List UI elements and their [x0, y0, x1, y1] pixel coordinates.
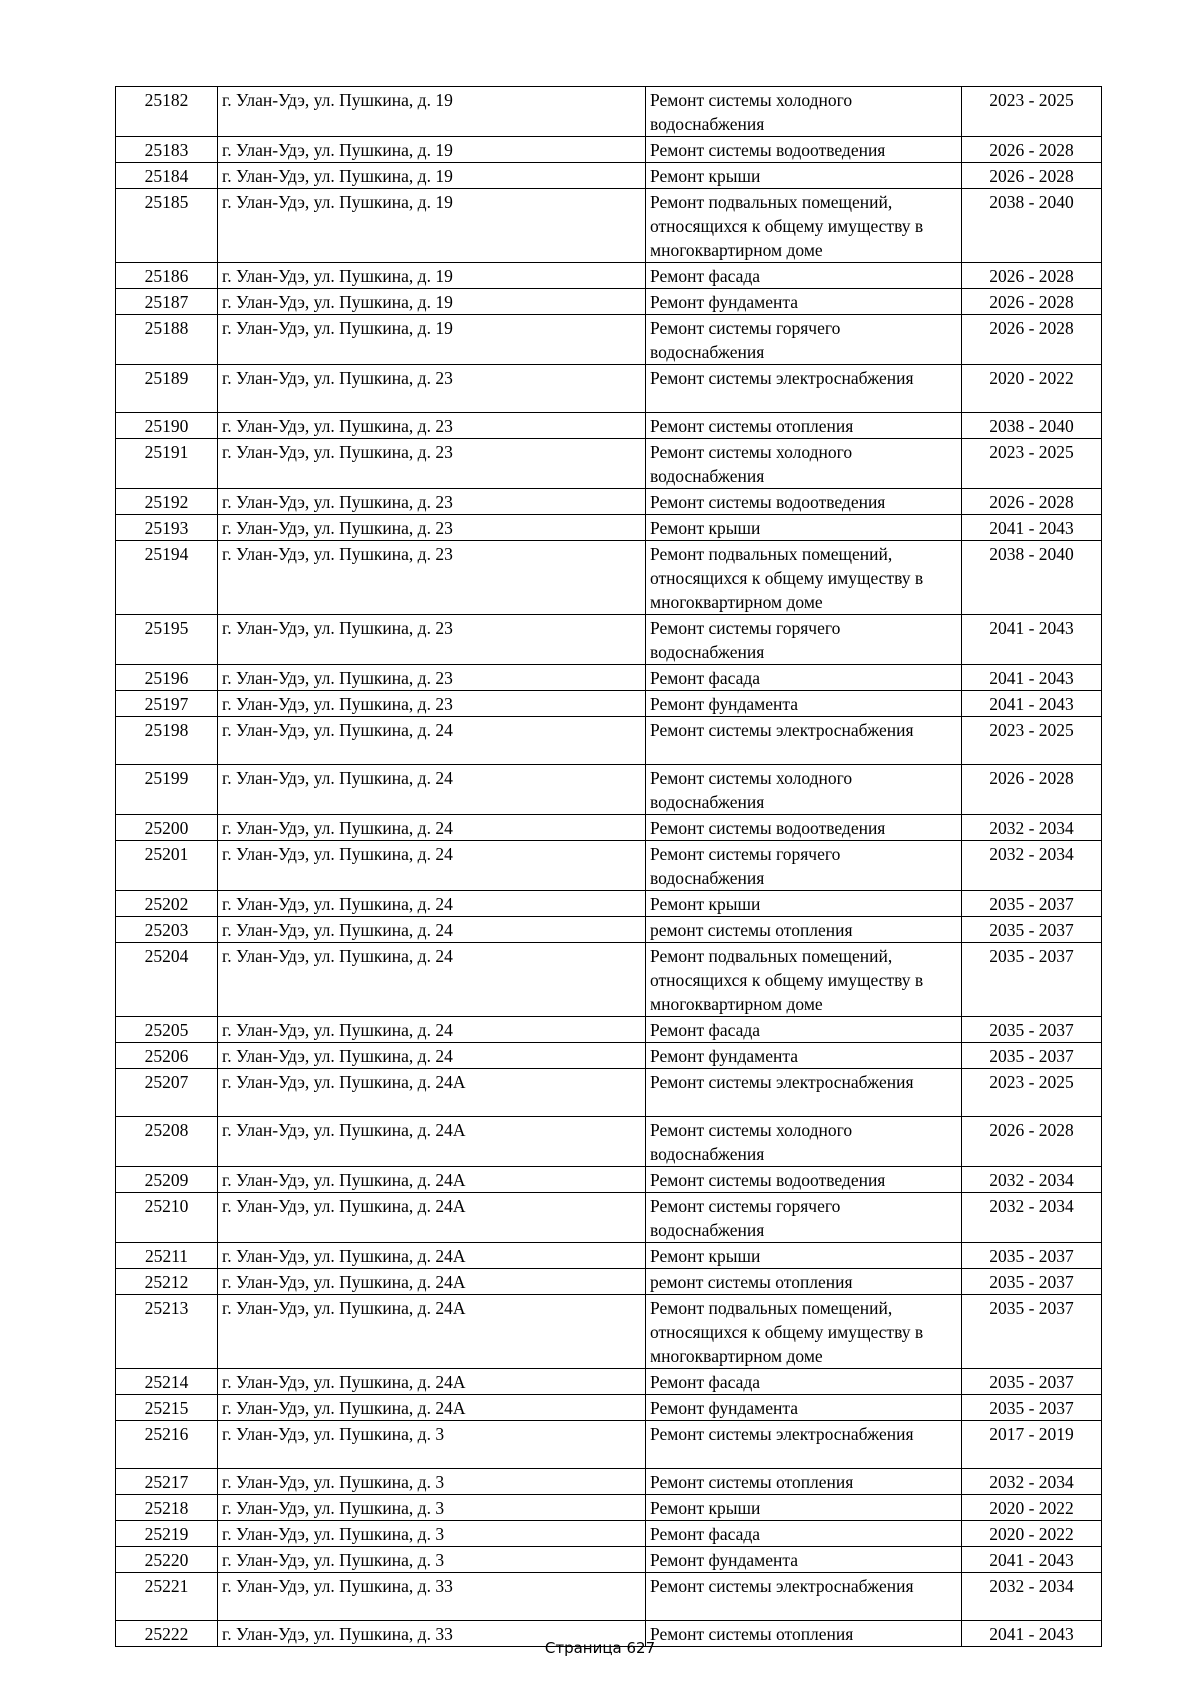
table-row — [116, 1295, 1102, 1369]
row-number: 25205 — [116, 1017, 218, 1043]
table-row — [116, 1521, 1102, 1547]
row-work-type: Ремонт фасада — [646, 1369, 962, 1395]
row-address: г. Улан-Удэ, ул. Пушкина, д. 19 — [218, 263, 646, 289]
row-number: 25187 — [116, 289, 218, 315]
row-work-type: Ремонт системы отопления — [646, 1621, 962, 1647]
table-row — [116, 1547, 1102, 1573]
row-address: г. Улан-Удэ, ул. Пушкина, д. 24 — [218, 1043, 646, 1069]
row-number: 25199 — [116, 765, 218, 815]
row-number: 25185 — [116, 189, 218, 263]
row-period: 2026 - 2028 — [962, 489, 1102, 515]
row-address: г. Улан-Удэ, ул. Пушкина, д. 24А — [218, 1117, 646, 1167]
table-row — [116, 189, 1102, 263]
row-number: 25186 — [116, 263, 218, 289]
row-number: 25189 — [116, 365, 218, 413]
row-address: г. Улан-Удэ, ул. Пушкина, д. 24А — [218, 1395, 646, 1421]
table-row — [116, 1043, 1102, 1069]
row-address: г. Улан-Удэ, ул. Пушкина, д. 19 — [218, 289, 646, 315]
row-work-type: ремонт системы отопления — [646, 917, 962, 943]
row-work-type: Ремонт системы горячего водоснабжения — [646, 315, 962, 365]
table-row — [116, 515, 1102, 541]
row-address: г. Улан-Удэ, ул. Пушкина, д. 19 — [218, 315, 646, 365]
repair-schedule-table — [115, 86, 1102, 1647]
row-period: 2023 - 2025 — [962, 87, 1102, 137]
table-row — [116, 315, 1102, 365]
row-work-type: Ремонт системы электроснабжения — [646, 1573, 962, 1621]
row-period: 2032 - 2034 — [962, 815, 1102, 841]
table-row — [116, 841, 1102, 891]
row-address: г. Улан-Удэ, ул. Пушкина, д. 24А — [218, 1295, 646, 1369]
table-row — [116, 665, 1102, 691]
row-number: 25198 — [116, 717, 218, 765]
row-period: 2020 - 2022 — [962, 1521, 1102, 1547]
row-address: г. Улан-Удэ, ул. Пушкина, д. 24 — [218, 815, 646, 841]
row-period: 2035 - 2037 — [962, 1243, 1102, 1269]
row-period: 2035 - 2037 — [962, 1269, 1102, 1295]
row-address: г. Улан-Удэ, ул. Пушкина, д. 24 — [218, 917, 646, 943]
row-number: 25197 — [116, 691, 218, 717]
row-address: г. Улан-Удэ, ул. Пушкина, д. 23 — [218, 515, 646, 541]
row-period: 2035 - 2037 — [962, 943, 1102, 1017]
row-work-type: Ремонт фасада — [646, 665, 962, 691]
table-body — [116, 87, 1102, 1647]
row-address: г. Улан-Удэ, ул. Пушкина, д. 19 — [218, 87, 646, 137]
row-work-type: Ремонт крыши — [646, 515, 962, 541]
table-row — [116, 1069, 1102, 1117]
row-address: г. Улан-Удэ, ул. Пушкина, д. 23 — [218, 541, 646, 615]
row-work-type: Ремонт подвальных помещений, относящихся к общему имуществу в многоквартирном доме — [646, 1295, 962, 1369]
row-number: 25210 — [116, 1193, 218, 1243]
table-row — [116, 1017, 1102, 1043]
row-address: г. Улан-Удэ, ул. Пушкина, д. 24А — [218, 1069, 646, 1117]
table-row — [116, 1117, 1102, 1167]
row-period: 2026 - 2028 — [962, 315, 1102, 365]
row-period: 2026 - 2028 — [962, 137, 1102, 163]
table-row — [116, 1269, 1102, 1295]
row-period: 2041 - 2043 — [962, 665, 1102, 691]
row-work-type: Ремонт фасада — [646, 263, 962, 289]
row-period: 2041 - 2043 — [962, 1621, 1102, 1647]
row-period: 2026 - 2028 — [962, 765, 1102, 815]
row-number: 25191 — [116, 439, 218, 489]
row-work-type: Ремонт фундамента — [646, 1547, 962, 1573]
row-address: г. Улан-Удэ, ул. Пушкина, д. 3 — [218, 1421, 646, 1469]
row-work-type: Ремонт крыши — [646, 1243, 962, 1269]
row-work-type: Ремонт системы горячего водоснабжения — [646, 615, 962, 665]
row-number: 25211 — [116, 1243, 218, 1269]
row-work-type: Ремонт фундамента — [646, 289, 962, 315]
row-period: 2035 - 2037 — [962, 1017, 1102, 1043]
table-row — [116, 413, 1102, 439]
row-work-type: Ремонт системы отопления — [646, 413, 962, 439]
row-number: 25215 — [116, 1395, 218, 1421]
row-number: 25182 — [116, 87, 218, 137]
table-row — [116, 815, 1102, 841]
table-row — [116, 87, 1102, 137]
row-period: 2041 - 2043 — [962, 515, 1102, 541]
row-number: 25206 — [116, 1043, 218, 1069]
row-work-type: Ремонт системы горячего водоснабжения — [646, 1193, 962, 1243]
row-period: 2020 - 2022 — [962, 1495, 1102, 1521]
row-number: 25194 — [116, 541, 218, 615]
row-work-type: Ремонт системы отопления — [646, 1469, 962, 1495]
table-row — [116, 615, 1102, 665]
row-work-type: Ремонт фундамента — [646, 1395, 962, 1421]
row-address: г. Улан-Удэ, ул. Пушкина, д. 24А — [218, 1167, 646, 1193]
table-row — [116, 1243, 1102, 1269]
row-work-type: Ремонт системы электроснабжения — [646, 1069, 962, 1117]
row-address: г. Улан-Удэ, ул. Пушкина, д. 3 — [218, 1521, 646, 1547]
row-number: 25208 — [116, 1117, 218, 1167]
row-work-type: Ремонт системы электроснабжения — [646, 1421, 962, 1469]
row-number: 25204 — [116, 943, 218, 1017]
row-address: г. Улан-Удэ, ул. Пушкина, д. 24 — [218, 891, 646, 917]
row-period: 2035 - 2037 — [962, 1295, 1102, 1369]
row-address: г. Улан-Удэ, ул. Пушкина, д. 24А — [218, 1269, 646, 1295]
table-row — [116, 717, 1102, 765]
table-row — [116, 137, 1102, 163]
row-work-type: Ремонт фундамента — [646, 691, 962, 717]
row-work-type: Ремонт системы водоотведения — [646, 489, 962, 515]
row-work-type: Ремонт подвальных помещений, относящихся к общему имуществу в многоквартирном доме — [646, 541, 962, 615]
table-row — [116, 1573, 1102, 1621]
table-row — [116, 891, 1102, 917]
row-work-type: Ремонт фундамента — [646, 1043, 962, 1069]
table-row — [116, 1395, 1102, 1421]
row-period: 2035 - 2037 — [962, 1395, 1102, 1421]
row-number: 25214 — [116, 1369, 218, 1395]
row-period: 2026 - 2028 — [962, 263, 1102, 289]
row-number: 25195 — [116, 615, 218, 665]
table-row — [116, 1167, 1102, 1193]
row-work-type: Ремонт крыши — [646, 1495, 962, 1521]
row-period: 2041 - 2043 — [962, 615, 1102, 665]
row-number: 25190 — [116, 413, 218, 439]
row-address: г. Улан-Удэ, ул. Пушкина, д. 19 — [218, 163, 646, 189]
row-period: 2020 - 2022 — [962, 365, 1102, 413]
row-period: 2041 - 2043 — [962, 1547, 1102, 1573]
table-row — [116, 943, 1102, 1017]
row-period: 2017 - 2019 — [962, 1421, 1102, 1469]
row-period: 2023 - 2025 — [962, 439, 1102, 489]
page-number: Страница 627 — [544, 1639, 656, 1657]
row-address: г. Улан-Удэ, ул. Пушкина, д. 24А — [218, 1193, 646, 1243]
row-work-type: Ремонт системы водоотведения — [646, 137, 962, 163]
table-row — [116, 1495, 1102, 1521]
row-period: 2032 - 2034 — [962, 1167, 1102, 1193]
row-period: 2035 - 2037 — [962, 1043, 1102, 1069]
row-number: 25202 — [116, 891, 218, 917]
row-period: 2026 - 2028 — [962, 163, 1102, 189]
table-row — [116, 163, 1102, 189]
row-number: 25188 — [116, 315, 218, 365]
row-work-type: Ремонт системы горячего водоснабжения — [646, 841, 962, 891]
row-period: 2032 - 2034 — [962, 1573, 1102, 1621]
row-address: г. Улан-Удэ, ул. Пушкина, д. 33 — [218, 1621, 646, 1647]
row-work-type: Ремонт системы электроснабжения — [646, 365, 962, 413]
row-address: г. Улан-Удэ, ул. Пушкина, д. 19 — [218, 137, 646, 163]
row-address: г. Улан-Удэ, ул. Пушкина, д. 24 — [218, 841, 646, 891]
row-number: 25219 — [116, 1521, 218, 1547]
row-address: г. Улан-Удэ, ул. Пушкина, д. 24 — [218, 717, 646, 765]
row-address: г. Улан-Удэ, ул. Пушкина, д. 23 — [218, 691, 646, 717]
row-period: 2032 - 2034 — [962, 1469, 1102, 1495]
row-period: 2035 - 2037 — [962, 917, 1102, 943]
row-address: г. Улан-Удэ, ул. Пушкина, д. 3 — [218, 1469, 646, 1495]
row-address: г. Улан-Удэ, ул. Пушкина, д. 23 — [218, 365, 646, 413]
row-period: 2041 - 2043 — [962, 691, 1102, 717]
row-period: 2038 - 2040 — [962, 189, 1102, 263]
row-period: 2032 - 2034 — [962, 1193, 1102, 1243]
row-work-type: Ремонт фасада — [646, 1017, 962, 1043]
table-row — [116, 1469, 1102, 1495]
row-work-type: Ремонт фасада — [646, 1521, 962, 1547]
row-address: г. Улан-Удэ, ул. Пушкина, д. 3 — [218, 1547, 646, 1573]
row-address: г. Улан-Удэ, ул. Пушкина, д. 23 — [218, 665, 646, 691]
row-address: г. Улан-Удэ, ул. Пушкина, д. 23 — [218, 413, 646, 439]
table-row — [116, 365, 1102, 413]
row-address: г. Улан-Удэ, ул. Пушкина, д. 23 — [218, 489, 646, 515]
row-work-type: Ремонт системы холодного водоснабжения — [646, 87, 962, 137]
table-row — [116, 1421, 1102, 1469]
row-number: 25183 — [116, 137, 218, 163]
row-period: 2032 - 2034 — [962, 841, 1102, 891]
row-work-type: Ремонт подвальных помещений, относящихся к общему имуществу в многоквартирном доме — [646, 189, 962, 263]
table-row — [116, 917, 1102, 943]
row-period: 2026 - 2028 — [962, 1117, 1102, 1167]
row-number: 25200 — [116, 815, 218, 841]
table-row — [116, 541, 1102, 615]
table-row — [116, 691, 1102, 717]
table-row — [116, 263, 1102, 289]
row-work-type: Ремонт системы водоотведения — [646, 815, 962, 841]
row-period: 2023 - 2025 — [962, 717, 1102, 765]
table-row — [116, 1193, 1102, 1243]
row-number: 25192 — [116, 489, 218, 515]
row-number: 25218 — [116, 1495, 218, 1521]
row-address: г. Улан-Удэ, ул. Пушкина, д. 23 — [218, 615, 646, 665]
row-work-type: Ремонт системы холодного водоснабжения — [646, 765, 962, 815]
row-period: 2038 - 2040 — [962, 541, 1102, 615]
row-number: 25217 — [116, 1469, 218, 1495]
row-number: 25207 — [116, 1069, 218, 1117]
table-row — [116, 765, 1102, 815]
row-work-type: ремонт системы отопления — [646, 1269, 962, 1295]
row-period: 2035 - 2037 — [962, 1369, 1102, 1395]
row-number: 25193 — [116, 515, 218, 541]
table-row — [116, 289, 1102, 315]
row-period: 2035 - 2037 — [962, 891, 1102, 917]
row-address: г. Улан-Удэ, ул. Пушкина, д. 24А — [218, 1243, 646, 1269]
row-number: 25201 — [116, 841, 218, 891]
row-period: 2023 - 2025 — [962, 1069, 1102, 1117]
row-address: г. Улан-Удэ, ул. Пушкина, д. 3 — [218, 1495, 646, 1521]
row-address: г. Улан-Удэ, ул. Пушкина, д. 24А — [218, 1369, 646, 1395]
row-address: г. Улан-Удэ, ул. Пушкина, д. 23 — [218, 439, 646, 489]
row-address: г. Улан-Удэ, ул. Пушкина, д. 24 — [218, 1017, 646, 1043]
row-number: 25222 — [116, 1621, 218, 1647]
row-number: 25184 — [116, 163, 218, 189]
row-work-type: Ремонт подвальных помещений, относящихся к общему имуществу в многоквартирном доме — [646, 943, 962, 1017]
row-number: 25212 — [116, 1269, 218, 1295]
row-work-type: Ремонт крыши — [646, 891, 962, 917]
row-period: 2038 - 2040 — [962, 413, 1102, 439]
row-address: г. Улан-Удэ, ул. Пушкина, д. 33 — [218, 1573, 646, 1621]
table-row — [116, 439, 1102, 489]
table-row — [116, 489, 1102, 515]
row-number: 25216 — [116, 1421, 218, 1469]
row-number: 25213 — [116, 1295, 218, 1369]
row-number: 25196 — [116, 665, 218, 691]
row-number: 25220 — [116, 1547, 218, 1573]
row-number: 25221 — [116, 1573, 218, 1621]
row-period: 2026 - 2028 — [962, 289, 1102, 315]
table-row — [116, 1369, 1102, 1395]
row-number: 25203 — [116, 917, 218, 943]
row-work-type: Ремонт системы холодного водоснабжения — [646, 439, 962, 489]
row-work-type: Ремонт системы водоотведения — [646, 1167, 962, 1193]
row-work-type: Ремонт системы холодного водоснабжения — [646, 1117, 962, 1167]
row-address: г. Улан-Удэ, ул. Пушкина, д. 19 — [218, 189, 646, 263]
row-work-type: Ремонт системы электроснабжения — [646, 717, 962, 765]
row-work-type: Ремонт крыши — [646, 163, 962, 189]
row-address: г. Улан-Удэ, ул. Пушкина, д. 24 — [218, 943, 646, 1017]
row-address: г. Улан-Удэ, ул. Пушкина, д. 24 — [218, 765, 646, 815]
row-number: 25209 — [116, 1167, 218, 1193]
